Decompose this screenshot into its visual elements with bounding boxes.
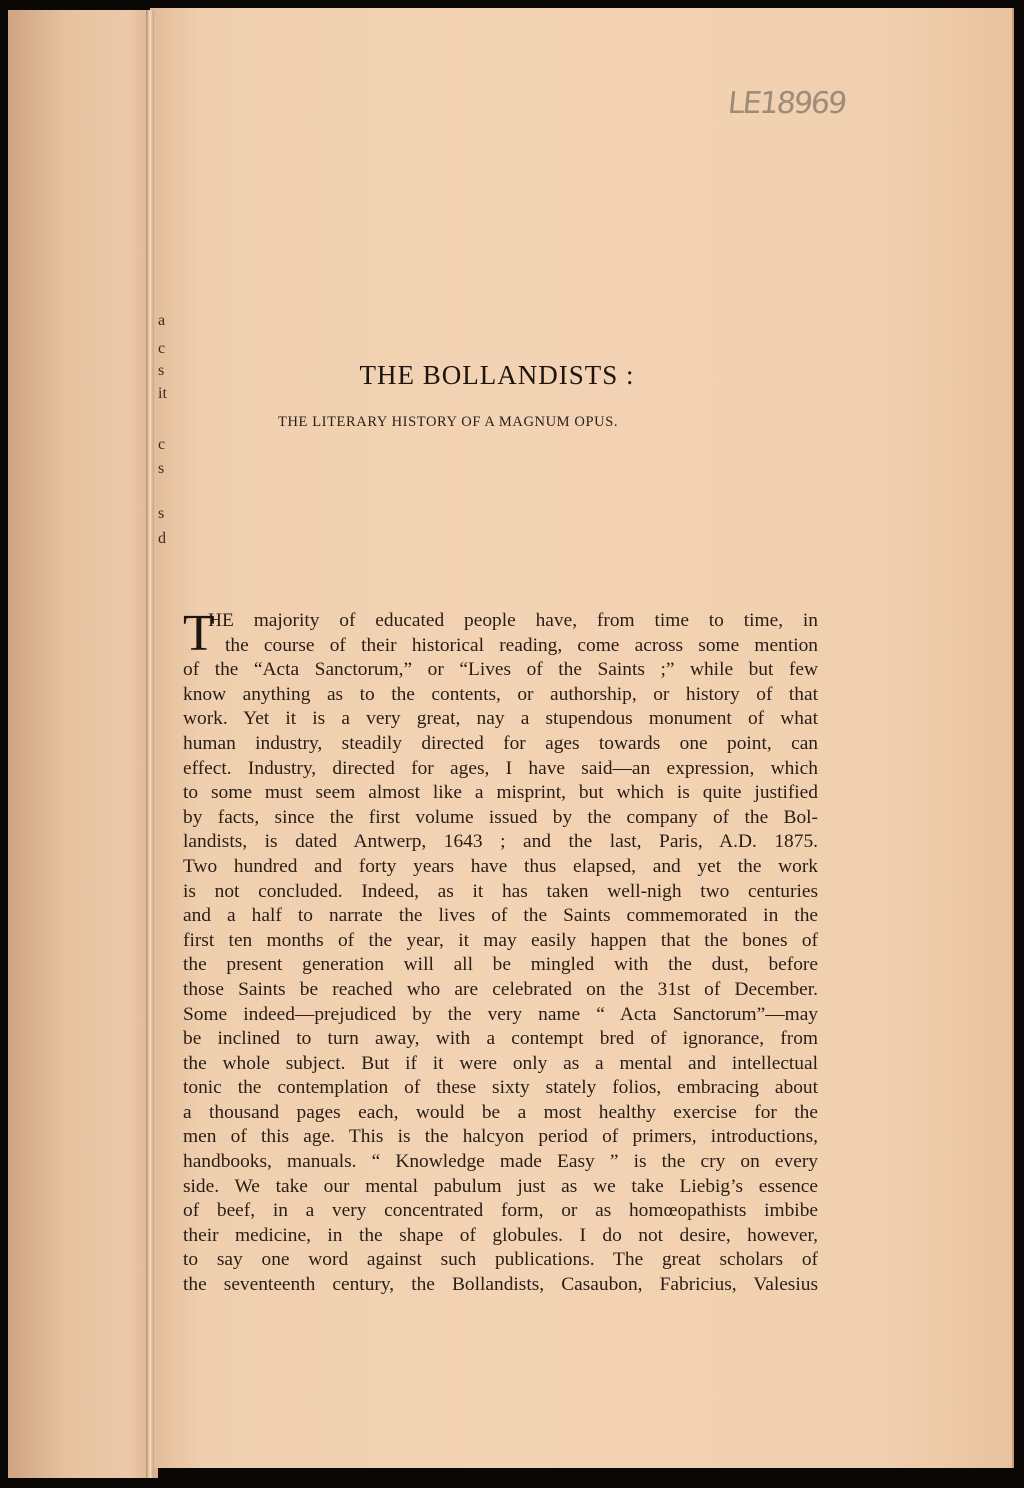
text-line: the course of their historical reading, come across some mention xyxy=(225,634,818,656)
text-line: their medicine, in the shape of globules. I do not desire, however, xyxy=(183,1224,818,1246)
text-line: HE majority of educated people have, from time to time, in xyxy=(208,610,818,631)
fragment-letter: s xyxy=(158,505,165,522)
text-line: a thousand pages each, would be a most healthy exercise for the xyxy=(183,1101,818,1123)
text-line: Two hundred and forty years have thus elapsed, and yet the work xyxy=(183,855,818,877)
fragment-letter: c xyxy=(158,340,166,357)
article-body xyxy=(183,605,818,1298)
text-line: the seventeenth century, the Bollandists, Casaubon, Fabricius, Valesius xyxy=(183,1274,818,1296)
text-line: to some must seem almost like a misprint, but which is quite justified xyxy=(183,782,818,804)
text-line: work. Yet it is a very great, nay a stupendous monument of what xyxy=(183,708,818,730)
fragment-letter: s xyxy=(158,362,165,379)
text-line: first ten months of the year, it may easily happen that the bones of xyxy=(183,929,818,951)
page-gutter xyxy=(146,10,154,1478)
fragment-letter: a xyxy=(158,312,166,329)
article-title xyxy=(0,360,1024,391)
article-subtitle: THE LITERARY HISTORY OF A MAGNUM OPUS. xyxy=(278,414,619,430)
text-line: by facts, since the first volume issued by the company of the Bol- xyxy=(183,806,818,828)
drop-cap: T xyxy=(183,605,215,662)
fragment-letter: it xyxy=(158,385,167,402)
facing-page xyxy=(8,10,158,1478)
text-line: know anything as to the contents, or authorship, or history of that xyxy=(183,683,818,705)
text-line: tonic the contemplation of these sixty stately folios, embracing about xyxy=(183,1077,818,1099)
fragment-letter: c xyxy=(158,436,166,453)
fragment-letter: d xyxy=(158,530,166,547)
handwritten-catalog-mark: LE18969 xyxy=(726,86,847,121)
text-line: Some indeed—prejudiced by the very name “ Acta Sanctorum”—may xyxy=(183,1003,818,1025)
text-line: is not concluded. Indeed, as it has taken well-nigh two centuries xyxy=(183,880,818,902)
text-line: the present generation will all be mingled with the dust, before xyxy=(183,954,818,976)
text-line: be inclined to turn away, with a contempt bred of ignorance, from xyxy=(183,1028,818,1050)
text-line: landists, is dated Antwerp, 1643 ; and the last, Paris, A.D. 1875. xyxy=(183,831,818,853)
text-line: those Saints be reached who are celebrated on the 31st of December. xyxy=(183,978,818,1000)
text-line: of beef, in a very concentrated form, or as homœopathists imbibe xyxy=(183,1200,818,1222)
text-line: effect. Industry, directed for ages, I have said—an expression, which xyxy=(183,757,818,779)
text-line: the whole subject. But if it were only as a mental and intellectual xyxy=(183,1052,818,1074)
fragment-letter: s xyxy=(158,460,165,477)
text-line: to say one word against such publications. The great scholars of xyxy=(183,1249,818,1271)
article-title-text: THE BOLLANDISTS : xyxy=(359,360,635,390)
text-line: human industry, steadily directed for ages towards one point, can xyxy=(183,732,818,754)
text-line: men of this age. This is the halcyon period of primers, introductions, xyxy=(183,1126,818,1148)
text-line: of the “Acta Sanctorum,” or “Lives of the Saints ;” while but few xyxy=(183,659,818,681)
text-line: handbooks, manuals. “ Knowledge made Easy ” is the cry on every xyxy=(183,1151,818,1173)
text-line: and a half to narrate the lives of the Saints commemorated in the xyxy=(183,905,818,927)
text-line: side. We take our mental pabulum just as we take Liebig’s essence xyxy=(183,1175,818,1197)
